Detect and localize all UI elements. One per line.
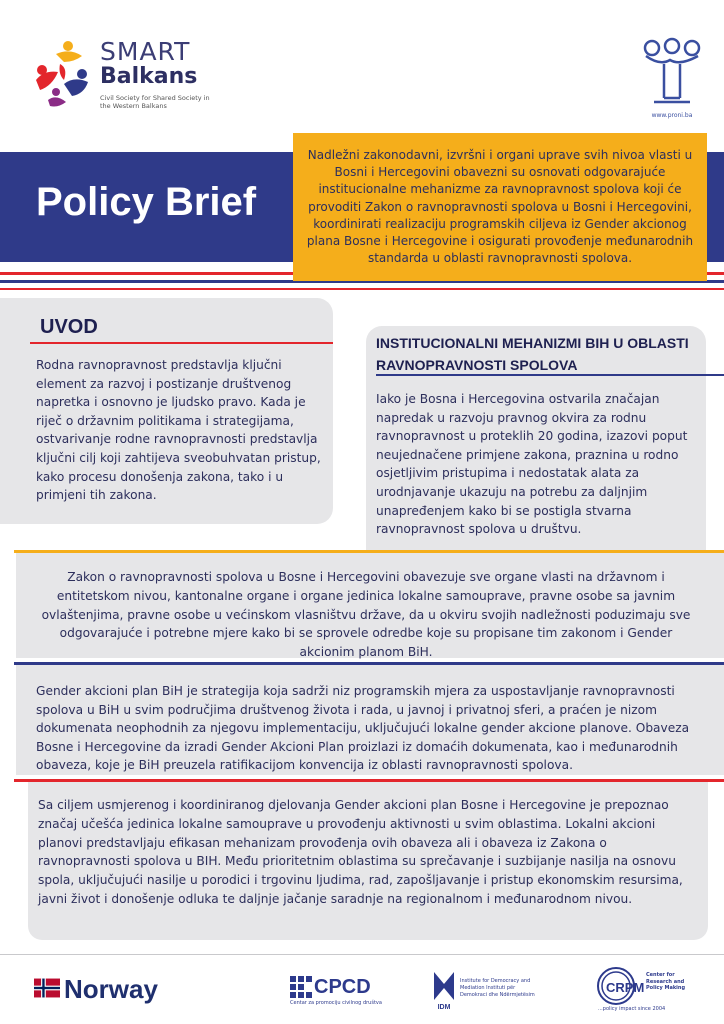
institutional-heading: INSTITUCIONALNI MEHANIZMI BIH U OBLASTI RAVNOPRAVNOSTI SPOLOVA [376,335,689,373]
proni-figures-icon [640,36,704,108]
smart-tagline: Civil Society for Shared Society in the Western Balkans [100,94,210,110]
cpcd-wordmark: CPCD [314,976,371,998]
idm-subtitle: Institute for Democracy and Mediation Instituti për Demokraci dhe Ndërmjetësim [460,978,535,998]
local-action-paragraph: Sa ciljem usmjerenog i koordiniranog djelovanja Gender akcioni plan Bosne i Hercegovine je prepoznao značaj učešća jedinica lokalne samouprave u provođenju aktivnosti u svim oblastima. Lokalni akcioni planovi predstavljaju efikasan mehanizam provođenja ovih obaveza ali i obaveza iz Zakona o ravnopravnosti spolova u BIH. Među prioritetnim oblastima su sprečavanje i suzbijanje nasilja na osnovu spola, uključujući nasilje u porodici i trgovinu ljudima, rad, zapošljavanje i pristup ekonomskim resursima, javni život i donošenje odluka te daljnje jačanje saradnje na regionalnom i međunarodnom nivou. [38,798,683,906]
smart-balkans-logo [34,38,214,118]
zakon-paragraph: Zakon o ravnopravnosti spolova u Bosne i Hercegovini obavezuje sve organe vlasti na državnom i entitetskom nivou, kantonalne organe i organe jedinica lokalne samouprave, pravne osobe sa javnim ovlaštenjima, pravne osobe u većinskom vlasništvu države, da u okviru svojih nadležnosti poduzimaju sve odgovarajuće i potrebne mjere kako bi se sprovele odredbe koje su propisane tim zakonom i Gender akcionim planom BiH. [41,570,691,660]
idm-mark-icon [432,970,456,1010]
smart-wordmark: SMART [100,37,191,66]
balkans-wordmark: Balkans [100,64,198,89]
crpm-logo [592,966,692,1016]
institutional-divider [376,374,724,376]
proni-logo [636,36,708,122]
idm-logo [432,970,535,1014]
norway-flag-icon [34,978,60,998]
highlight-text: Nadležni zakonodavni, izvršni i organi uprave svih nivoa vlasti u Bosni i Hercegovini obavezni su osnovati odgovarajuće institucionalne mehanizme za ravnopravnost spolova koji će provoditi Zakon o ravnopravnosti spolova u Bosni i Hercegovini, koordinirati realizaciju programskih ciljeva iz Gender akcionog plana Bosne i Hercegovine i osigurati provođenje međunarodnih standarda u oblasti ravnopravnosti spolova. [306,148,694,266]
highlight-box [293,133,707,281]
uvod-heading: UVOD [40,316,98,338]
proni-url: www.proni.ba [651,112,693,119]
crpm-tagline: ...policy impact since 2004 [598,1006,666,1012]
idm-letters: IDM [437,1004,451,1010]
page-title: Policy Brief [36,180,257,224]
cpcd-logo [290,976,390,1010]
uvod-paragraph: Rodna ravnopravnost predstavlja ključni element za razvoj i postizanje društvenog napretka i osnovno je ljudsko pravo. Kada je riječ o državnim politikama i strategijama, ostvarivanje rodne ravnopravnosti predstavlja ključni cilj koji zahtijeva sveobuhvatan pristup, kako procesu donošenja zakona, tako i u primjeni tih zakona. [36,358,321,503]
cpcd-subtitle: Centar za promociju civilnog društva [290,1000,382,1006]
footer-divider [0,954,724,955]
uvod-divider [30,342,333,344]
smart-balkans-mark-icon [34,40,92,108]
institutional-paragraph: Iako je Bosna i Hercegovina ostvarila značajan napredak u razvoju pravnog okvira za rodnu ravnopravnost u proteklih 20 godina, izazovi poput neujednačene primjene zakona, praznina u rodno osjetljivim pristupima i nedostatak alata za urodnjavanje ukazuju na potrebu za daljnjim unapređenjem kako bi se postigla stvarna ravnopravnost spolova u društvu. [376,392,688,537]
norway-wordmark: Norway [64,974,158,1004]
cpcd-grid-icon [290,976,312,998]
gender-paragraph: Gender akcioni plan BiH je strategija koja sadrži niz programskih mjera za uspostavljanje ravnopravnosti spolova u BiH u svim područjima društvenog života i rada, u javnoj i privatnoj sferi, a praćen je nizom dokumenata neophodnih za njegovu implementaciju, uključujući lokalne gender akcione planove. Obaveza Bosne i Hercegovine da izradi Gender Akcioni Plan proizlazi iz domaćih dokumenata, kao i međunarodnih obaveza, koje je BiH preuzela ratifikacijom konvencija iz oblasti ravnopravnosti spolova. [36,684,690,773]
crpm-wordmark: CRPM [606,980,645,995]
banner-stripe-red-2 [0,288,724,290]
crpm-fullname: Center for Research and Policy Making [646,972,686,991]
